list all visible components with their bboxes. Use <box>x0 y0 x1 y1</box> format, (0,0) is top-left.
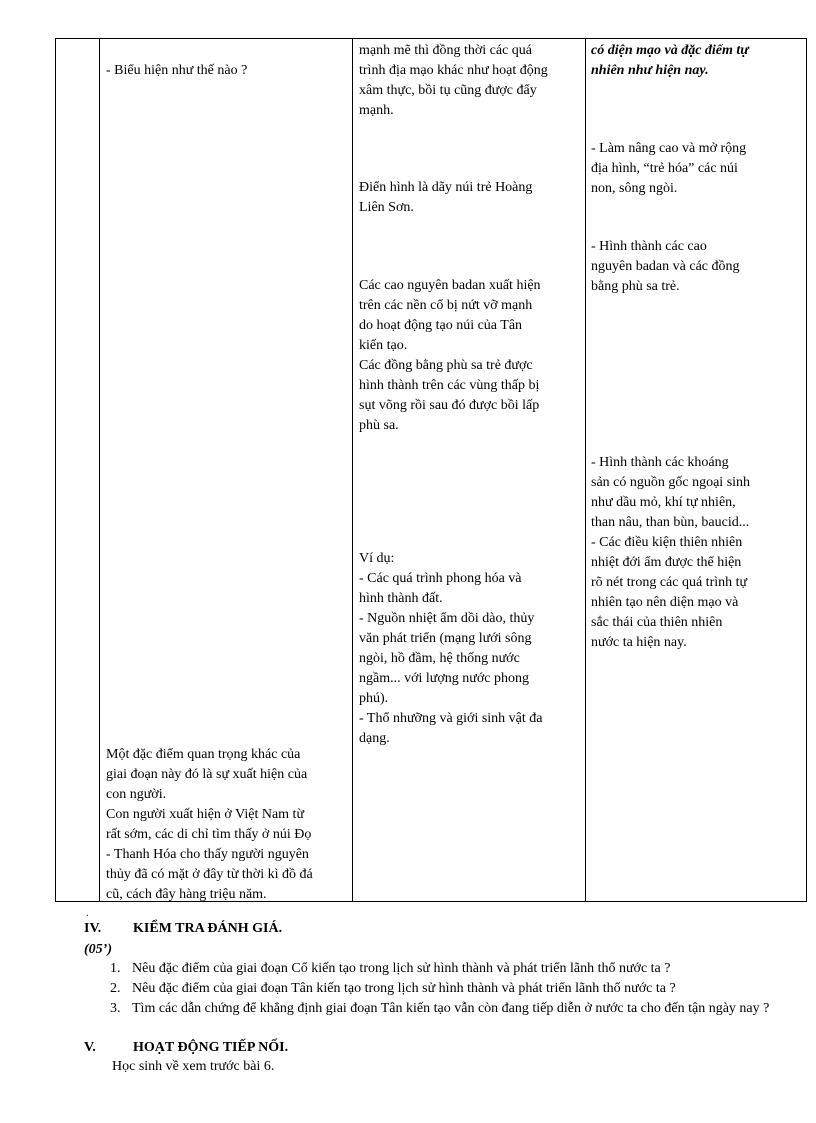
list-item: 3. Tìm các dẫn chứng để khẳng định giai đoạn Tân kiến tạo vẫn còn đang tiếp diễn ở nước ta cho đến tận ngày nay ? <box>110 1001 770 1016</box>
question-expression: - Biểu hiện như thế nào ? <box>106 63 248 78</box>
content-block-4: Ví dụ: - Các quá trình phong hóa và hình thành đất. - Nguồn nhiệt ẩm dồi dào, thủy văn phát triển (mạng lưới sông ngòi, hồ đầm, hệ thống nước ngầm... với lượng nước phong phú). - Thổ nhưỡng và giới sinh vật đa dạng. <box>359 551 543 746</box>
table-col-content <box>353 39 586 901</box>
stray-dot: . <box>86 908 89 919</box>
content-block-1: mạnh mẽ thì đồng thời các quá trình địa mạo khác như hoạt động xâm thực, bồi tụ cũng được đẩy mạnh. <box>359 43 548 118</box>
section-v-number: V. <box>84 1040 96 1055</box>
conclusion-block-4: - Hình thành các khoáng sản có nguồn gốc ngoại sinh như dầu mỏ, khí tự nhiên, than nâu, than bùn, baucid... - Các điều kiện thiên nhiên nhiệt đới ẩm được thể hiện rõ nét trong các quá trình tự nhiên tạo nên diện mạo và sắc thái của thiên nhiên nước ta hiện nay. <box>591 455 751 650</box>
list-item: 2. Nêu đặc điểm của giai đoạn Tân kiến tạo trong lịch sử hình thành và phát triển lãnh thổ nước ta ? <box>110 981 676 996</box>
conclusion-block-1: có diện mạo và đặc điểm tự nhiên như hiện nay. <box>591 43 749 78</box>
human-appearance-text: Một đặc điểm quan trọng khác của giai đoạn này đó là sự xuất hiện của con người. Con người xuất hiện ở Việt Nam từ rất sớm, các di chỉ tìm thấy ở núi Đọ - Thanh Hóa cho thấy người nguyên thủy đã có mặt ở đây từ thời kì đồ đá cũ, cách đây hàng triệu năm. <box>106 747 313 902</box>
assessment-questions <box>110 960 770 1020</box>
section-iv-time: (05’) <box>84 942 112 957</box>
conclusion-block-3: - Hình thành các cao nguyên badan và các đồng bằng phù sa trẻ. <box>591 239 740 294</box>
list-item: 1. Nêu đặc điểm của giai đoạn Cổ kiến tạo trong lịch sử hình thành và phát triển lãnh thổ nước ta ? <box>110 961 671 976</box>
table-col-conclusion <box>586 39 808 901</box>
conclusion-block-2: - Làm nâng cao và mở rộng địa hình, “trẻ hóa” các núi non, sông ngòi. <box>591 141 747 196</box>
content-table <box>55 38 807 902</box>
table-col-index <box>56 39 100 901</box>
table-col-questions <box>100 39 353 901</box>
content-block-2: Điển hình là dãy núi trẻ Hoàng Liên Sơn. <box>359 180 533 215</box>
content-block-3: Các cao nguyên badan xuất hiện trên các nền cổ bị nứt vỡ mạnh do hoạt động tạo núi của Tân kiến tạo. Các đồng bằng phù sa trẻ được hình thành trên các vùng thấp bị sụt võng rồi sau đó được bồi lấp phù sa. <box>359 278 541 433</box>
homework-text: Học sinh về xem trước bài 6. <box>112 1059 275 1074</box>
section-v-title: HOẠT ĐỘNG TIẾP NỐI. <box>133 1040 289 1055</box>
section-iv-title: KIỂM TRA ĐÁNH GIÁ. <box>133 921 283 936</box>
section-iv-number: IV. <box>84 921 102 936</box>
